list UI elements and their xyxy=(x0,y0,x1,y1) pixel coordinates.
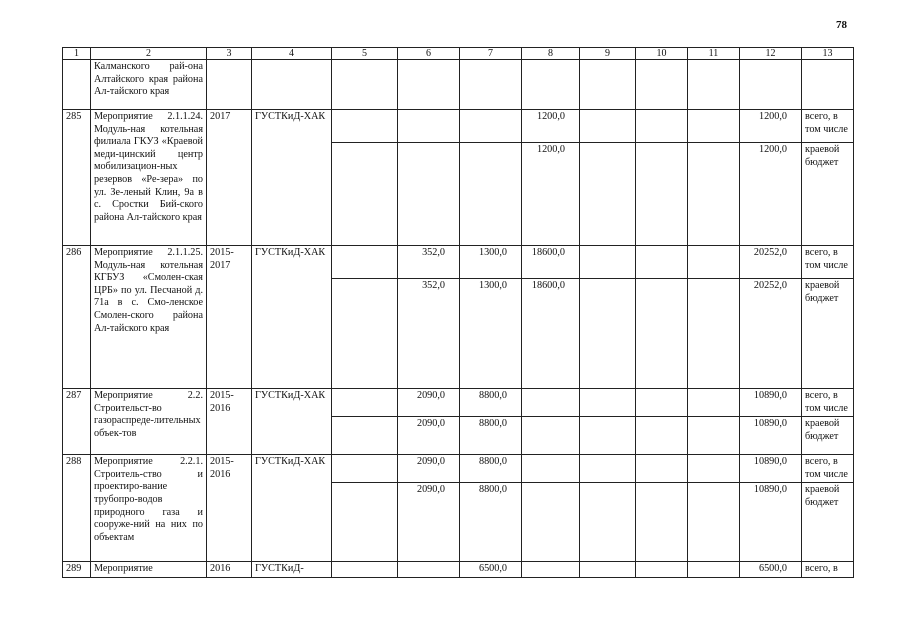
table-row xyxy=(63,246,854,279)
value-cell: 2090,0 xyxy=(398,389,460,417)
value-cell xyxy=(688,455,740,483)
row-number: 285 xyxy=(63,110,91,246)
value-cell xyxy=(580,483,636,562)
value-cell: 1300,0 xyxy=(460,279,522,389)
executor: ГУСТКиД-ХАК xyxy=(252,246,332,389)
funding-source: краевой бюджет xyxy=(802,483,854,562)
value-cell xyxy=(398,143,460,246)
table-row xyxy=(63,455,854,483)
value-cell xyxy=(636,455,688,483)
header-cell: 7 xyxy=(460,48,522,60)
value-cell xyxy=(580,143,636,246)
value-cell xyxy=(580,110,636,143)
value-cell xyxy=(332,455,398,483)
value-cell: 18600,0 xyxy=(522,246,580,279)
measure-name: Мероприятие 2.2. Строительст-во газораспреде-лительных объек-тов xyxy=(91,389,207,455)
value-cell xyxy=(460,143,522,246)
program-table xyxy=(62,47,854,578)
value-cell xyxy=(636,246,688,279)
value-cell: 352,0 xyxy=(398,279,460,389)
measure-name: Мероприятие 2.1.1.25. Модуль-ная котельная КГБУЗ «Смолен-ская ЦРБ» по ул. Песчаной д. 71а в с. Смо-ленское Смолен-ского района Ал-тайского края xyxy=(91,246,207,389)
header-cell: 6 xyxy=(398,48,460,60)
value-cell: 20252,0 xyxy=(740,279,802,389)
measure-name: Мероприятие xyxy=(91,562,207,578)
value-cell xyxy=(332,483,398,562)
value-cell xyxy=(688,110,740,143)
value-cell: 2090,0 xyxy=(398,483,460,562)
value-cell: 10890,0 xyxy=(740,389,802,417)
funding-source: всего, в том числе xyxy=(802,110,854,143)
value-cell: 10890,0 xyxy=(740,417,802,455)
value-cell xyxy=(332,246,398,279)
value-cell: 1300,0 xyxy=(460,246,522,279)
value-cell xyxy=(580,246,636,279)
value-cell xyxy=(522,483,580,562)
value-cell xyxy=(636,389,688,417)
value-cell xyxy=(688,279,740,389)
funding-source: всего, в том числе xyxy=(802,246,854,279)
header-cell: 13 xyxy=(802,48,854,60)
years: 2015-2016 xyxy=(207,389,252,455)
value-cell xyxy=(580,279,636,389)
value-cell xyxy=(398,110,460,143)
value-cell: 2090,0 xyxy=(398,417,460,455)
value-cell: 6500,0 xyxy=(460,562,522,578)
value-cell xyxy=(332,389,398,417)
table-row xyxy=(63,110,854,143)
value-cell xyxy=(636,417,688,455)
value-cell xyxy=(688,562,740,578)
executor: ГУСТКиД-ХАК xyxy=(252,110,332,246)
value-cell: 8800,0 xyxy=(460,389,522,417)
header-cell: 9 xyxy=(580,48,636,60)
row-number: 286 xyxy=(63,246,91,389)
value-cell xyxy=(522,455,580,483)
value-cell xyxy=(332,417,398,455)
funding-source: краевой бюджет xyxy=(802,417,854,455)
value-cell xyxy=(460,110,522,143)
value-cell xyxy=(688,246,740,279)
value-cell xyxy=(332,279,398,389)
funding-source: краевой бюджет xyxy=(802,143,854,246)
funding-source: всего, в том числе xyxy=(802,455,854,483)
executor: ГУСТКиД-ХАК xyxy=(252,455,332,562)
measure-name: Мероприятие 2.2.1. Строитель-ство и проектиро-вание трубопро-водов природного газа и сооруже-ний на них по объектам xyxy=(91,455,207,562)
value-cell xyxy=(332,562,398,578)
value-cell: 1200,0 xyxy=(522,143,580,246)
value-cell xyxy=(580,455,636,483)
row-number: 289 xyxy=(63,562,91,578)
value-cell xyxy=(688,483,740,562)
value-cell xyxy=(580,562,636,578)
header-cell: 10 xyxy=(636,48,688,60)
executor: ГУСТКиД-ХАК xyxy=(252,389,332,455)
value-cell xyxy=(522,417,580,455)
value-cell: 1200,0 xyxy=(740,143,802,246)
header-cell: 3 xyxy=(207,48,252,60)
value-cell: 20252,0 xyxy=(740,246,802,279)
measure-name: Мероприятие 2.1.1.24. Модуль-ная котельная филиала ГКУЗ «Краевой меди-цинский центр мобилизацион-ных резервов «Ре-зера» по ул. Зе-леный Клин, 9а в с. Сростки Бий-ского района Ал-тайского края xyxy=(91,110,207,246)
executor: ГУСТКиД- xyxy=(252,562,332,578)
years: 2015-2016 xyxy=(207,455,252,562)
funding-source: краевой бюджет xyxy=(802,279,854,389)
value-cell xyxy=(688,389,740,417)
value-cell: 8800,0 xyxy=(460,455,522,483)
years: 2016 xyxy=(207,562,252,578)
funding-source: всего, в том числе xyxy=(802,389,854,417)
table-row xyxy=(63,389,854,417)
value-cell xyxy=(332,110,398,143)
value-cell xyxy=(636,279,688,389)
value-cell xyxy=(688,143,740,246)
row-number: 287 xyxy=(63,389,91,455)
value-cell: 10890,0 xyxy=(740,455,802,483)
value-cell: 18600,0 xyxy=(522,279,580,389)
header-cell: 1 xyxy=(63,48,91,60)
value-cell xyxy=(636,483,688,562)
value-cell: 8800,0 xyxy=(460,483,522,562)
header-cell: 2 xyxy=(91,48,207,60)
row-number: 288 xyxy=(63,455,91,562)
value-cell: 1200,0 xyxy=(522,110,580,143)
header-row xyxy=(63,48,854,60)
value-cell: 352,0 xyxy=(398,246,460,279)
header-cell: 12 xyxy=(740,48,802,60)
header-cell: 5 xyxy=(332,48,398,60)
value-cell xyxy=(636,562,688,578)
value-cell xyxy=(636,143,688,246)
value-cell xyxy=(332,143,398,246)
header-cell: 4 xyxy=(252,48,332,60)
value-cell xyxy=(522,562,580,578)
continuation-name: Калманского рай-она Алтайского края района Ал-тайского края xyxy=(91,60,207,110)
continuation-row xyxy=(63,60,854,110)
value-cell xyxy=(580,417,636,455)
value-cell: 2090,0 xyxy=(398,455,460,483)
value-cell xyxy=(636,110,688,143)
header-cell: 8 xyxy=(522,48,580,60)
value-cell: 8800,0 xyxy=(460,417,522,455)
funding-source: всего, в xyxy=(802,562,854,578)
years: 2017 xyxy=(207,110,252,246)
value-cell xyxy=(522,389,580,417)
value-cell: 10890,0 xyxy=(740,483,802,562)
value-cell xyxy=(688,417,740,455)
header-cell: 11 xyxy=(688,48,740,60)
value-cell xyxy=(580,389,636,417)
value-cell: 1200,0 xyxy=(740,110,802,143)
page-number: 78 xyxy=(836,19,847,31)
years: 2015-2017 xyxy=(207,246,252,389)
table-row xyxy=(63,562,854,578)
value-cell xyxy=(398,562,460,578)
value-cell: 6500,0 xyxy=(740,562,802,578)
